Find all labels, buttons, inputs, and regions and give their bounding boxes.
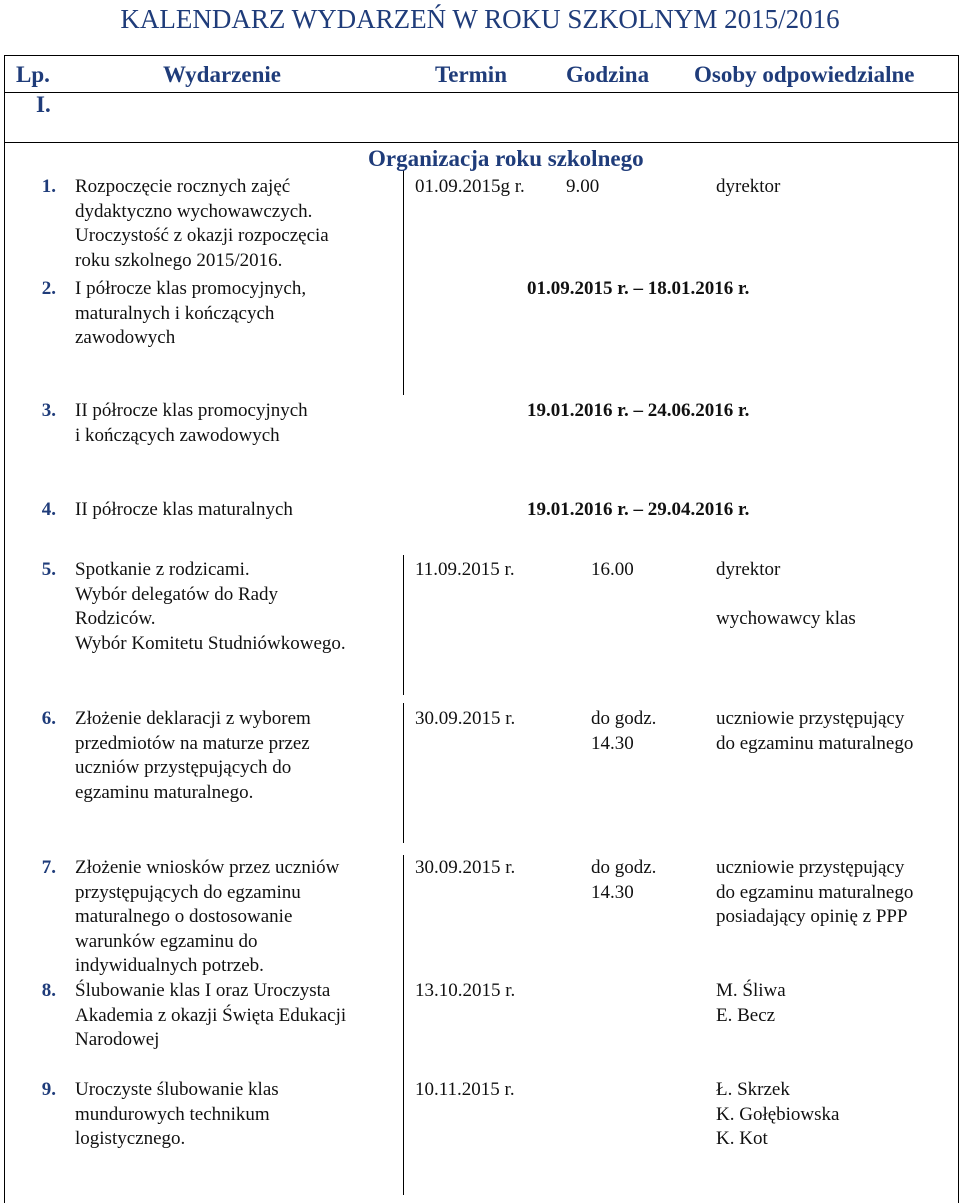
column-divider bbox=[403, 855, 404, 1195]
hour-cell: 16.00 bbox=[591, 559, 634, 580]
event-cell: I półrocze klas promocyjnych, maturalnych i kończących zawodowych bbox=[75, 278, 307, 348]
header-hour: Godzina bbox=[566, 62, 650, 87]
table-right-border bbox=[958, 55, 959, 1203]
row-number: 1. bbox=[41, 176, 56, 197]
persons-cell: uczniowie przystępujący do egzaminu maturalnego posiadający opinię z PPP bbox=[716, 857, 914, 927]
row-number: 3. bbox=[41, 400, 56, 421]
term-cell: 13.10.2015 r. bbox=[415, 980, 516, 1001]
persons-cell: dyrektor bbox=[716, 176, 781, 197]
row-number: 5. bbox=[41, 559, 56, 580]
section-separator bbox=[4, 142, 958, 143]
row-number: 8. bbox=[41, 980, 56, 1001]
column-divider bbox=[403, 555, 404, 695]
event-cell: Uroczyste ślubowanie klas mundurowych technikum logistycznego. bbox=[75, 1079, 279, 1149]
table-top-border bbox=[4, 55, 958, 56]
term-cell: 19.01.2016 r. – 24.06.2016 r. bbox=[527, 400, 750, 421]
column-divider bbox=[403, 703, 404, 843]
term-cell: 01.09.2015g r. bbox=[415, 176, 525, 197]
header-event: Wydarzenie bbox=[163, 62, 281, 87]
document-title: KALENDARZ WYDARZEŃ W ROKU SZKOLNYM 2015/2016 bbox=[120, 4, 840, 34]
term-cell: 11.09.2015 r. bbox=[415, 559, 515, 580]
event-cell: Złożenie wniosków przez uczniów przystępujących do egzaminu maturalnego o dostosowanie warunków egzaminu do indywidualnych potrzeb. bbox=[75, 857, 340, 976]
event-cell: II półrocze klas promocyjnych i kończących zawodowych bbox=[75, 400, 308, 446]
persons-cell: dyrektor wychowawcy klas bbox=[716, 559, 856, 629]
hour-cell: 9.00 bbox=[566, 176, 600, 197]
term-cell: 30.09.2015 r. bbox=[415, 708, 516, 729]
persons-cell: uczniowie przystępujący do egzaminu maturalnego bbox=[716, 708, 914, 754]
row-number: 9. bbox=[41, 1079, 56, 1100]
header-persons: Osoby odpowiedzialne bbox=[694, 62, 915, 87]
column-divider bbox=[403, 170, 404, 395]
term-cell: 19.01.2016 r. – 29.04.2016 r. bbox=[527, 499, 750, 520]
section-title: Organizacja roku szkolnego bbox=[368, 146, 644, 171]
row-number: 4. bbox=[41, 499, 56, 520]
term-cell: 01.09.2015 r. – 18.01.2016 r. bbox=[527, 278, 750, 299]
persons-cell: Ł. Skrzek K. Gołębiowska K. Kot bbox=[716, 1079, 840, 1149]
section-number: I. bbox=[36, 92, 51, 117]
event-cell: II półrocze klas maturalnych bbox=[75, 499, 293, 520]
event-cell: Ślubowanie klas I oraz Uroczysta Akademia z okazji Święta Edukacji Narodowej bbox=[75, 980, 347, 1050]
hour-cell: do godz. 14.30 bbox=[591, 857, 657, 903]
header-term: Termin bbox=[435, 62, 507, 87]
persons-cell: M. Śliwa E. Becz bbox=[716, 980, 786, 1026]
term-cell: 10.11.2015 r. bbox=[415, 1079, 515, 1100]
header-lp: Lp. bbox=[16, 62, 50, 87]
row-number: 6. bbox=[41, 708, 56, 729]
row-number: 7. bbox=[41, 857, 56, 878]
header-bottom-border bbox=[4, 92, 958, 93]
table-left-border bbox=[4, 55, 5, 1203]
term-cell: 30.09.2015 r. bbox=[415, 857, 516, 878]
event-cell: Rozpoczęcie rocznych zajęć dydaktyczno wychowawczych. Uroczystość z okazji rozpoczęcia roku szkolnego 2015/2016. bbox=[75, 176, 329, 271]
hour-cell: do godz. 14.30 bbox=[591, 708, 657, 754]
event-cell: Złożenie deklaracji z wyborem przedmiotów na maturze przez uczniów przystępujących do egzaminu maturalnego. bbox=[75, 708, 311, 803]
event-cell: Spotkanie z rodzicami. Wybór delegatów do Rady Rodziców. Wybór Komitetu Studniówkowego. bbox=[75, 559, 346, 654]
row-number: 2. bbox=[41, 278, 56, 299]
